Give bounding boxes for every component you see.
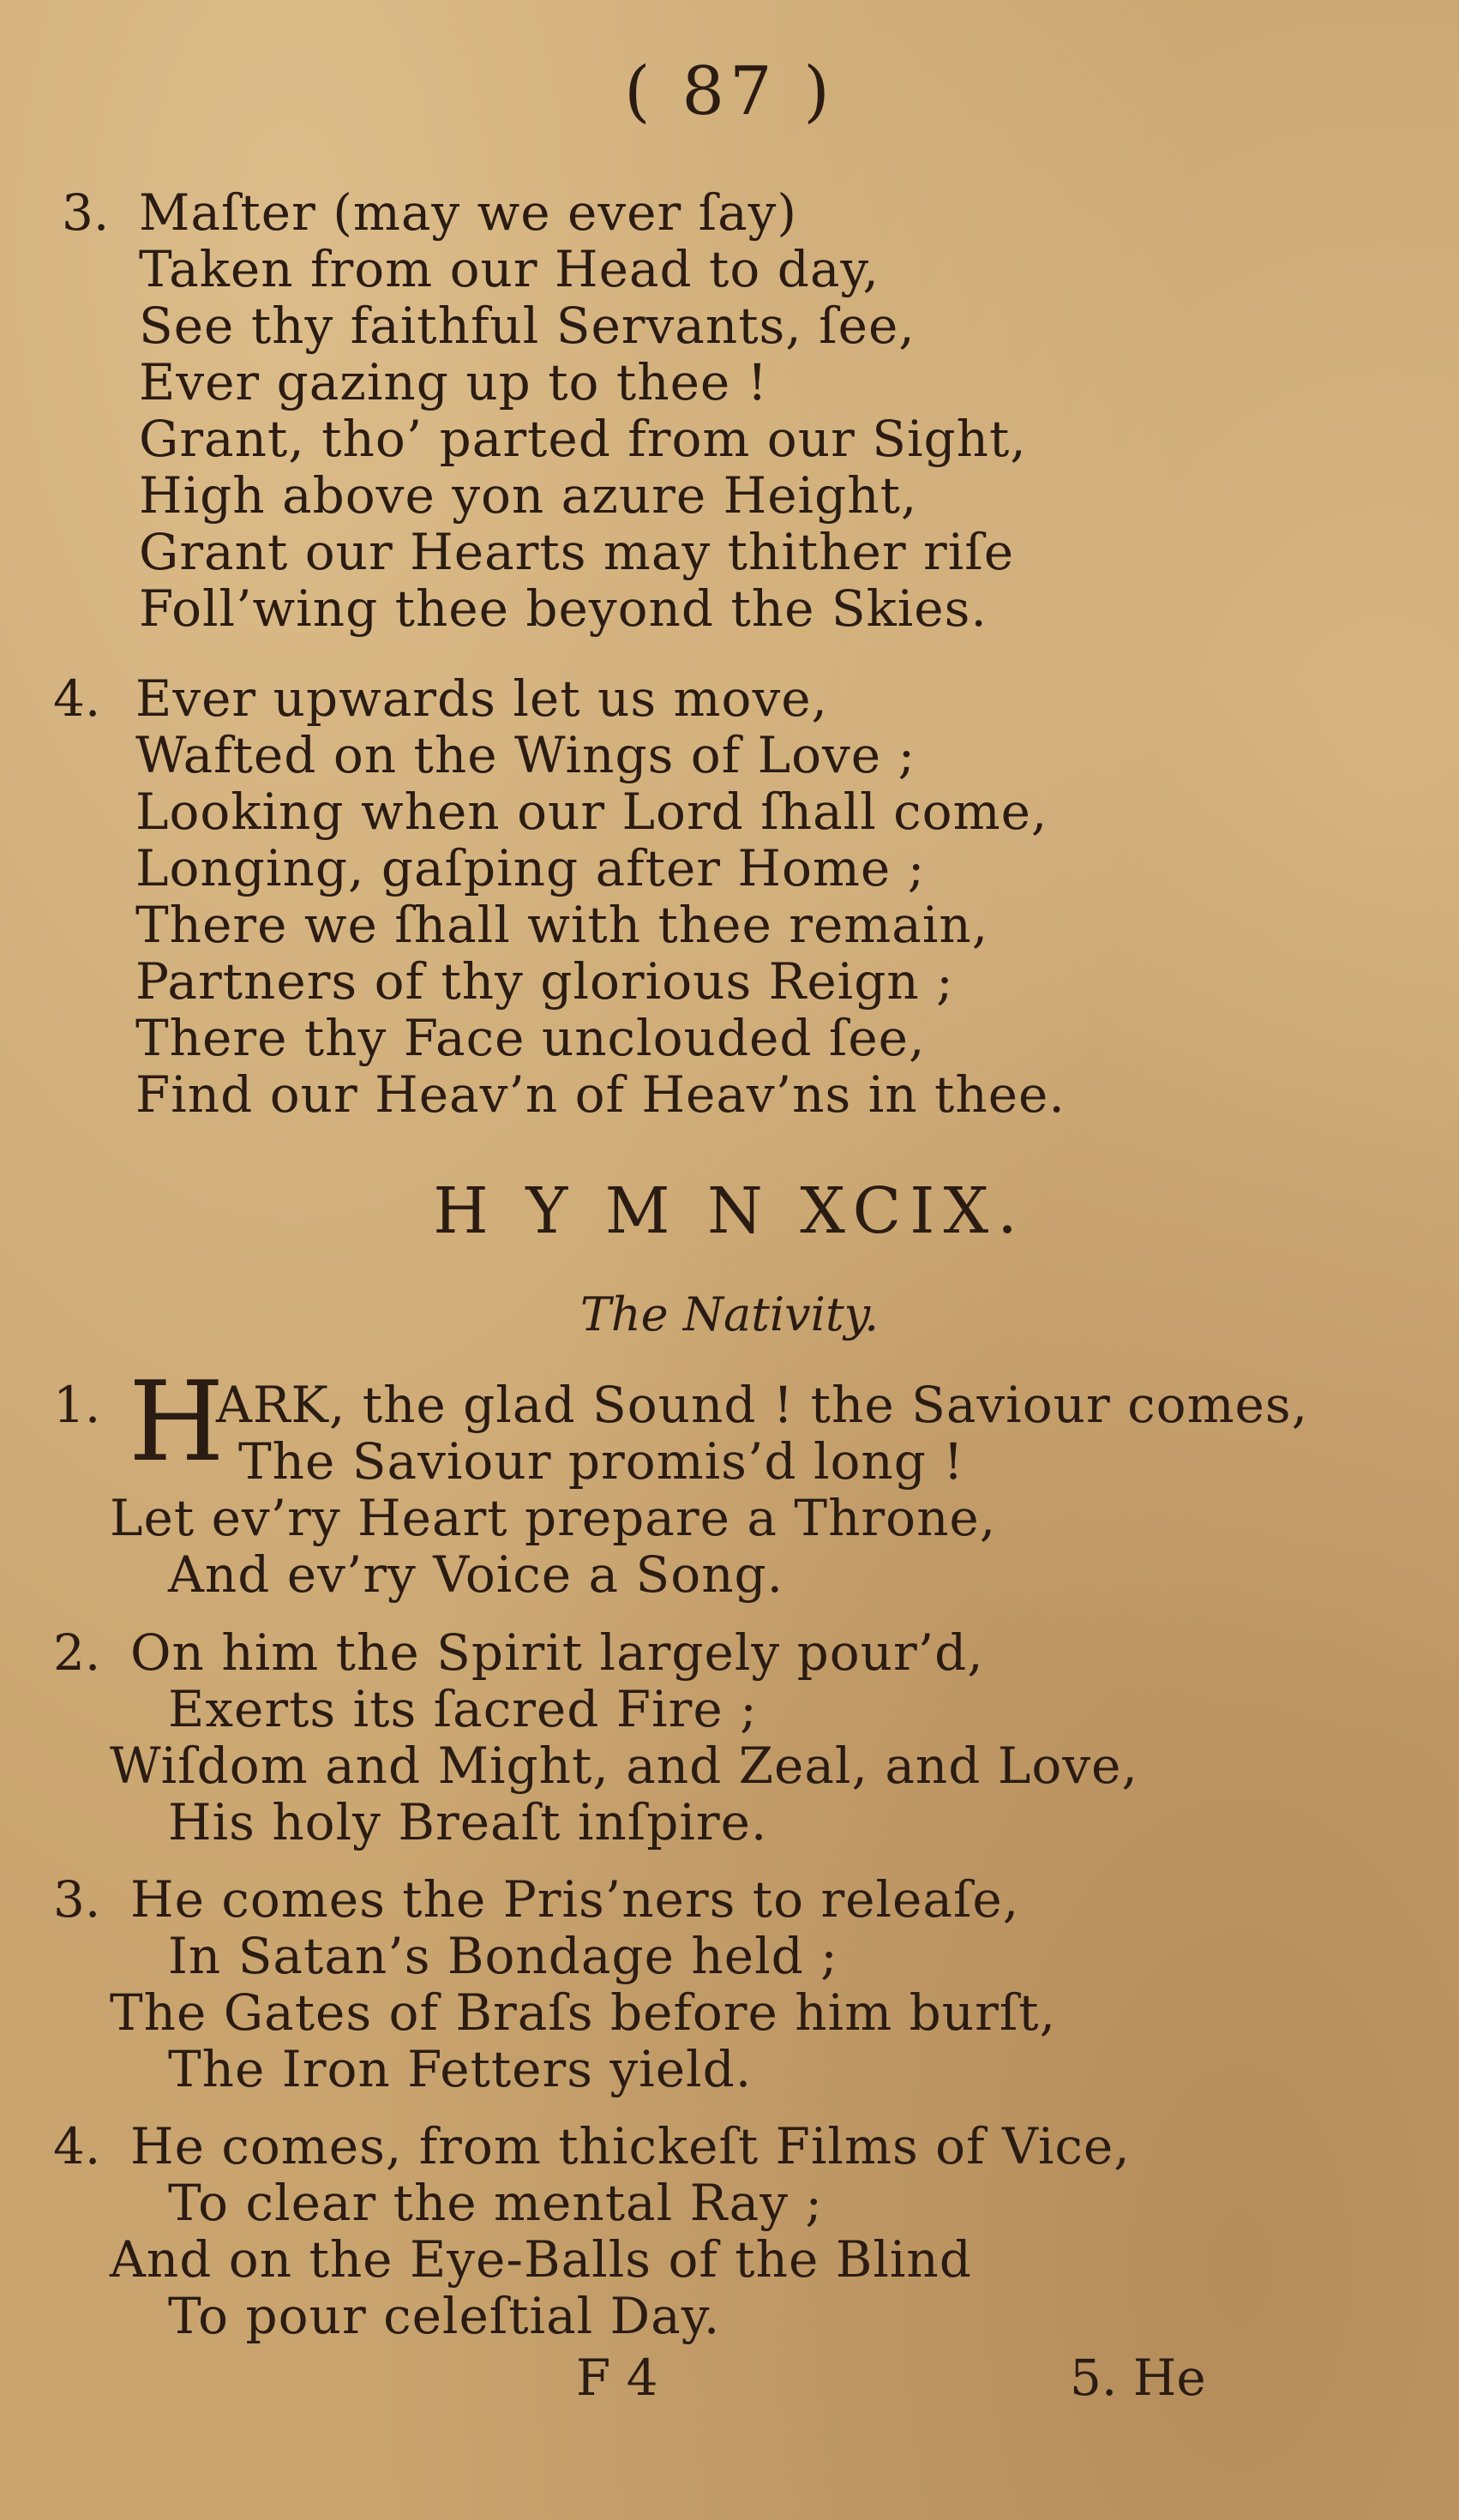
hymn-subtitle: The Nativity. xyxy=(579,1287,880,1341)
verse-line: The Saviour promis’d long ! xyxy=(238,1432,964,1491)
stanza-number: 4. xyxy=(53,669,101,728)
stanza-number: 1. xyxy=(53,1376,101,1434)
verse-line: Grant, tho’ parted from our Sight, xyxy=(139,410,1027,468)
verse-line: And on the Eye-Balls of the Blind xyxy=(110,2230,972,2289)
drop-cap: H xyxy=(129,1359,225,1486)
verse-line: The Gates of Braſs before him burſt, xyxy=(110,1983,1057,2042)
signature-mark: F 4 xyxy=(576,2349,658,2407)
catchword: 5. He xyxy=(1070,2349,1206,2407)
verse-line: Looking when our Lord ſhall come, xyxy=(135,783,1048,841)
verse-line: Let ev’ry Heart prepare a Throne, xyxy=(110,1489,997,1547)
hymn-title: H Y M N XCIX. xyxy=(433,1174,1026,1248)
stanza-number: 3. xyxy=(62,183,110,242)
verse-line: To clear the mental Ray ; xyxy=(168,2174,823,2232)
verse-line: See thy faithful Servants, ſee, xyxy=(139,297,916,355)
stanza-number: 4. xyxy=(53,2117,101,2175)
page-number: ( 87 ) xyxy=(624,53,835,130)
stanza-number: 2. xyxy=(53,1623,101,1682)
verse-line: And ev’ry Voice a Song. xyxy=(168,1545,784,1604)
verse-line: He comes the Pris’ners to releaſe, xyxy=(130,1870,1020,1929)
verse-line: To pour celeſtial Day. xyxy=(168,2287,721,2345)
verse-line: Find our Heav’n of Heav’ns in thee. xyxy=(135,1065,1066,1124)
verse-line: There thy Face unclouded ſee, xyxy=(135,1009,926,1067)
verse-line: Ever gazing up to thee ! xyxy=(139,353,768,411)
verse-line: Ever upwards let us move, xyxy=(135,669,828,728)
verse-line: In Satan’s Bondage held ; xyxy=(168,1927,838,1985)
verse-line: On him the Spirit largely pour’d, xyxy=(130,1623,984,1682)
verse-line: ARK, the glad Sound ! the Saviour comes, xyxy=(216,1376,1309,1434)
verse-line: Maſter (may we ever ſay) xyxy=(139,183,798,242)
verse-line: The Iron Fetters yield. xyxy=(168,2040,753,2098)
verse-line: Foll’wing thee beyond the Skies. xyxy=(139,579,988,638)
verse-line: There we ſhall with thee remain, xyxy=(135,896,989,954)
verse-line: Wafted on the Wings of Love ; xyxy=(135,726,916,784)
verse-line: Exerts its ſacred Fire ; xyxy=(168,1680,758,1738)
verse-line: Longing, gaſping after Home ; xyxy=(135,839,926,897)
verse-line: Wiſdom and Might, and Zeal, and Love, xyxy=(110,1737,1138,1795)
verse-line: Partners of thy glorious Reign ; xyxy=(135,952,954,1011)
verse-line: His holy Breaſt inſpire. xyxy=(168,1793,768,1851)
verse-line: Taken from our Head to day, xyxy=(139,240,880,298)
stanza-number: 3. xyxy=(53,1870,101,1929)
verse-line: Grant our Hearts may thither riſe xyxy=(139,523,1015,581)
verse-line: High above yon azure Height, xyxy=(139,466,918,525)
verse-line: He comes, from thickeſt Films of Vice, xyxy=(130,2117,1131,2175)
